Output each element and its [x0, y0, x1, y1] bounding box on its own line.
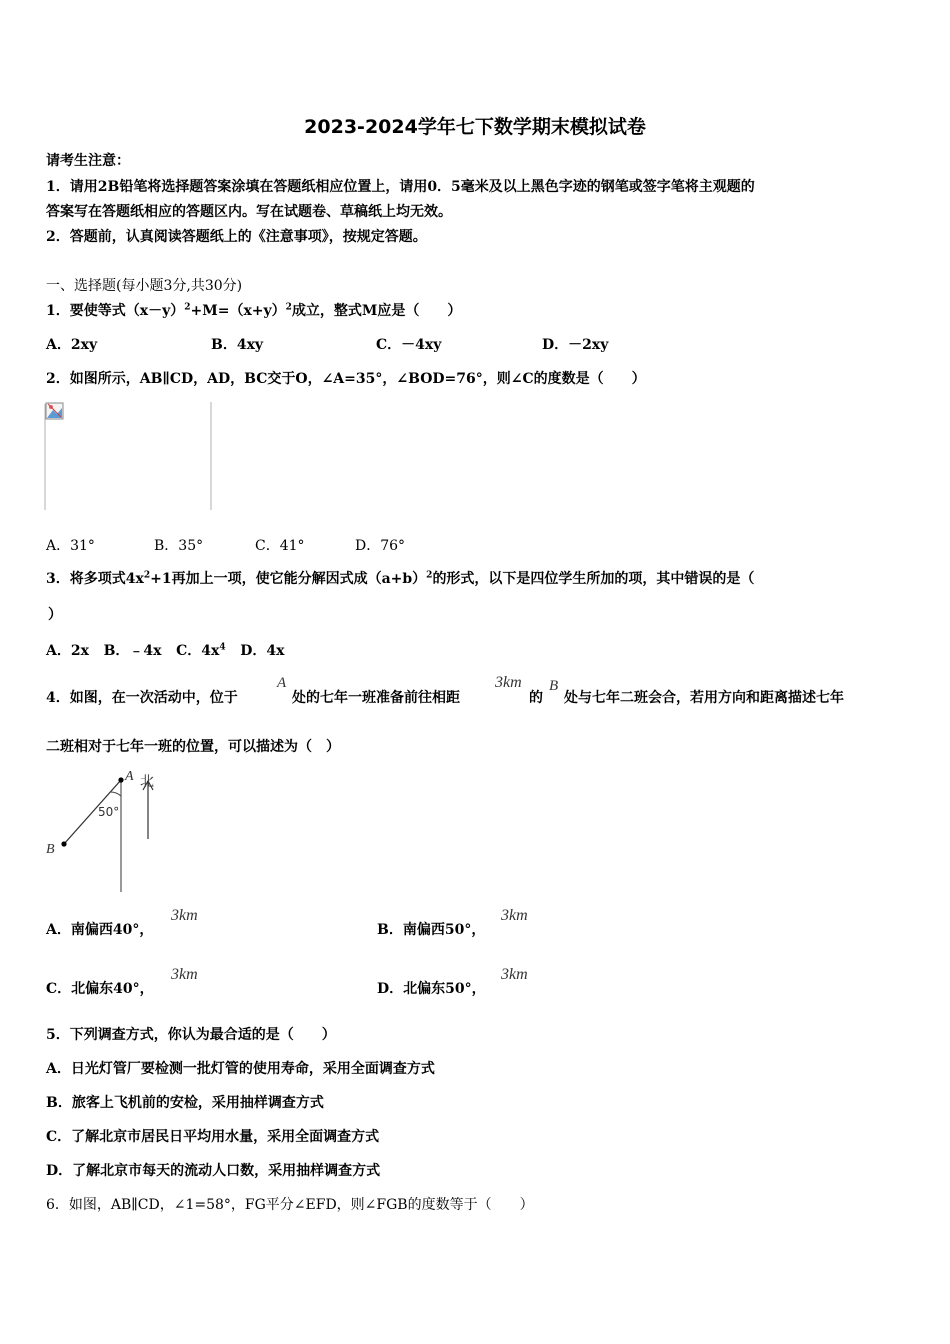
- q4-stem-e: 二班相对于七年一班的位置，可以描述为（ ）: [46, 739, 340, 755]
- fig-label-b: B: [46, 842, 55, 857]
- q1-stem: 1．要使等式$(x-y)^2+M=(x+y)^2$成立，整式M应是（ ）: [46, 302, 462, 319]
- notice-line-1: 1．请用2B铅笔将选择题答案涂填在答题纸相应位置上，请用0．5毫米及以上黑色字迹的钢笔或签字笔将主观题的: [46, 179, 755, 195]
- q1-option-c: C．－4xy: [376, 337, 442, 353]
- q3-stem-close: ）: [48, 607, 62, 623]
- page-title: 2023-2024学年七下数学期末模拟试卷: [304, 116, 646, 138]
- q4-stem-b: 处的七年一班准备前往相距: [292, 690, 460, 706]
- q4-option-b: B．南偏西50°，: [377, 922, 486, 938]
- fig-angle-label: 50°: [98, 805, 120, 819]
- q1-option-b: B．4xy: [211, 337, 264, 353]
- notice-heading: 请考生注意：: [46, 153, 130, 169]
- q5-option-d: D．了解北京市每天的流动人口数，采用抽样调查方式: [46, 1163, 381, 1179]
- q4-option-d-km: 3km: [501, 966, 528, 983]
- q5-stem: 5．下列调查方式，你认为最合适的是（ ）: [46, 1027, 336, 1043]
- q1-option-a: A．2xy: [46, 337, 98, 353]
- notice-line-1-cont: 答案写在答题纸相应的答题区内。写在试题卷、草稿纸上均无效。: [46, 204, 452, 220]
- q4-direction-figure: [40, 766, 170, 896]
- q4-label-b: B: [549, 678, 559, 694]
- q4-option-b-km: 3km: [501, 907, 528, 924]
- q3-options: [46, 642, 284, 660]
- q1-option-d: D．－2xy: [542, 337, 609, 353]
- broken-image-icon: [46, 403, 63, 419]
- q4-stem-d: 处与七年二班会合，若用方向和距离描述七年: [564, 690, 844, 706]
- fig-label-north: 北: [140, 774, 154, 790]
- q4-distance: 3km: [495, 674, 522, 691]
- q2-option-a: A．31°: [46, 538, 95, 554]
- q5-option-b: B．旅客上飞机前的安检，采用抽样调查方式: [46, 1095, 324, 1111]
- q4-option-a-km: 3km: [171, 907, 198, 924]
- q4-option-c-km: 3km: [171, 966, 198, 983]
- q4-stem-c: 的: [529, 690, 543, 706]
- q4-option-d: D．北偏东50°，: [377, 981, 486, 997]
- q3-option-d: D．4x: [240, 643, 285, 659]
- q2-option-c: C．41°: [255, 538, 305, 554]
- q5-option-c: C．了解北京市居民日平均用水量，采用全面调查方式: [46, 1129, 380, 1145]
- q4-option-c: C．北偏东40°，: [46, 981, 154, 997]
- q4-option-a: A．南偏西40°，: [46, 922, 154, 938]
- q2-option-b: B．35°: [154, 538, 204, 554]
- fig-label-a: A: [125, 769, 134, 784]
- q6-stem: 6．如图，AB∥CD，∠1=58°，FG平分∠EFD，则∠FGB的度数等于（ ）: [46, 1197, 534, 1213]
- q2-option-d: D．76°: [355, 538, 406, 554]
- point-b: [61, 841, 66, 846]
- section-heading: 一、选择题(每小题3分,共30分): [46, 278, 243, 294]
- angle-arc: [110, 792, 121, 796]
- q4-stem-a: 4．如图，在一次活动中，位于: [46, 690, 238, 706]
- q2-stem: 2．如图所示，AB∥CD，AD，BC交于O，∠A=35°，∠BOD=76°，则∠C的度数是（ ）: [46, 371, 646, 387]
- notice-line-2: 2．答题前，认真阅读答题纸上的《注意事项》，按规定答题。: [46, 229, 427, 245]
- q3-option-b: B．﹣4x: [103, 643, 162, 659]
- q3-option-c: C．$4x^4$: [176, 642, 226, 659]
- point-a: [118, 777, 123, 782]
- q3-stem: 3．将多项式$4x^2+1$再加上一项，使它能分解因式成$(a+b)^2$的形式，以下是四位学生所加的项，其中错误的是（: [46, 570, 755, 587]
- q2-figure-placeholder: [44, 400, 216, 512]
- q3-option-a: A．2x: [46, 643, 89, 659]
- q5-option-a: A．日光灯管厂要检测一批灯管的使用寿命，采用全面调查方式: [46, 1061, 435, 1077]
- q4-label-a: A: [277, 675, 287, 691]
